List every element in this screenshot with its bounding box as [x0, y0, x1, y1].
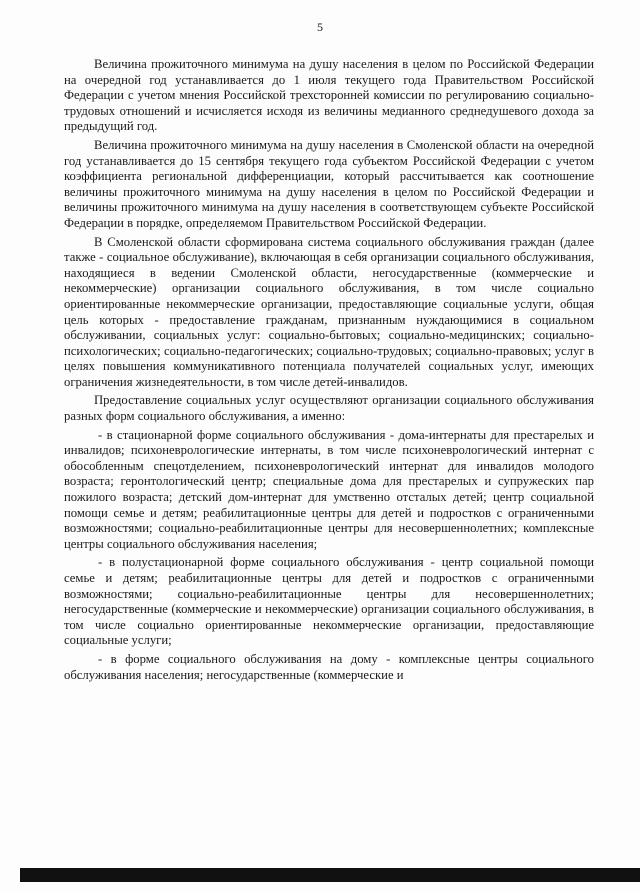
page-number: 5 [317, 20, 323, 34]
list-item-stationary: - в стационарной форме социального обслуживания - дома-интернаты для престарелых и инвалидов; психоневрологические интернаты, в том числе психоневрологический интернат с обособленным спецотделением, психоневрологический интернат для инвалидов молодого возраста; геронтологический центр; специальные дома для престарелых и супружеских пар пожилого возраста; детский дом-интернат для умственно отсталых детей; центр социальной помощи семье и детям; реабилитационные центры для детей и подростков с ограниченными возможностями; социально-реабилитационные центры для несовершеннолетних; комплексные центры социального обслуживания населения; [64, 427, 594, 551]
scan-edge-bar [20, 868, 640, 882]
paragraph-social-service-system: В Смоленской области сформирована система социального обслуживания граждан (далее также - социальное обслуживание), включающая в себя организации социального обслуживания, находящиеся в ведении Смоленской области, негосударственные (коммерческие и некоммерческие) организации социального обслуживания, в том числе социально ориентированные некоммерческие организации, предоставляющие социальные услуги, общая цель которых - предоставление гражданам, признанным нуждающимися в социальном обслуживании, социальных услуг: социально-бытовых; социально-медицинских; социально-психологических; социально-педагогических; социально-трудовых; социально-правовых; услуг в целях повышения коммуникативного потенциала получателей социальных услуг, имеющих ограничения жизнедеятельности, в том числе детей-инвалидов. [64, 234, 594, 389]
list-item-home-based: - в форме социального обслуживания на дому - комплексные центры социального обслуживания населения; негосударственные (коммерческие и [64, 651, 594, 682]
list-item-semi-stationary: - в полустационарной форме социального обслуживания - центр социальной помощи семье и детям; реабилитационные центры для детей и подростков с ограниченными возможностями; социально-реабилитационные центры для несовершеннолетних; негосударственные (коммерческие и некоммерческие) организации социального обслуживания, в том числе социально ориентированные некоммерческие организации, предоставляющие социальные услуги; [64, 555, 594, 648]
document-body [64, 57, 594, 686]
paragraph-service-providers: Предоставление социальных услуг осуществляют организации социального обслуживания разных форм социального обслуживания, а именно: [64, 393, 594, 424]
paragraph-smolensk-minimum: Величина прожиточного минимума на душу населения в Смоленской области на очередной год устанавливается до 15 сентября текущего года субъектом Российской Федерации с учетом коэффициента региональной дифференциации, который рассчитывается как соотношение величины прожиточного минимума на душу населения в целом по Российской Федерации и величины прожиточного минимума на душу населения в соответствующем субъекте Российской Федерации в порядке, определяемом Правительством Российской Федерации. [64, 137, 594, 230]
paragraph-federal-minimum: Величина прожиточного минимума на душу населения в целом по Российской Федерации на очередной год устанавливается до 1 июля текущего года Правительством Российской Федерации с учетом мнения Российской трехсторонней комиссии по регулированию социально-трудовых отношений и исчисляется исходя из величины медианного среднедушевого дохода за предыдущий год. [64, 57, 594, 134]
